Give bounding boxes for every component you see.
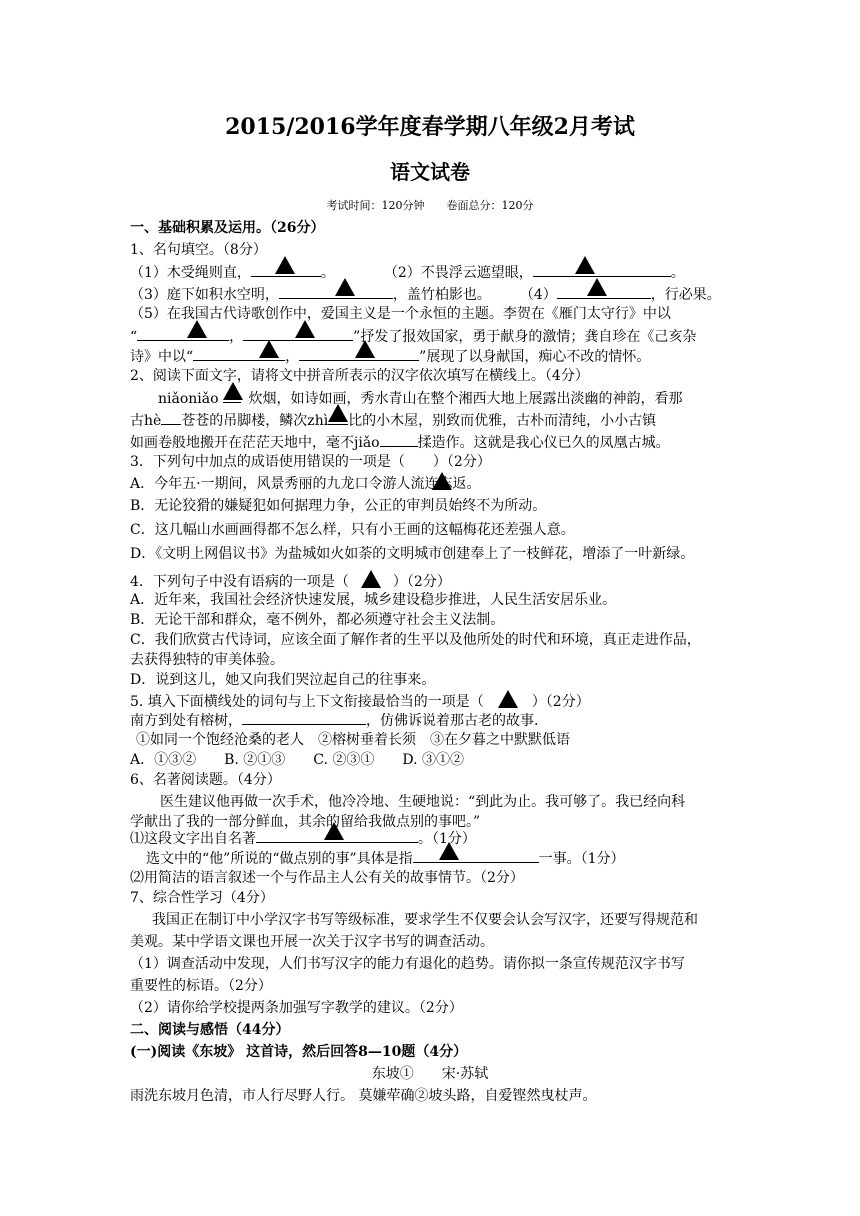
q1-b-blank[interactable]	[533, 262, 671, 277]
q3-title: 3．下列句中加点的成语使用错误的一项是（ ）（2分）	[130, 454, 491, 470]
triangle-marker-icon	[432, 472, 452, 490]
triangle-marker-icon	[259, 340, 279, 358]
q1-f-end: ”抒发了报效国家，勇于献身的激情；龚自珍在《己亥杂	[353, 329, 697, 345]
q6-title: 6、名著阅读题。（4分）	[130, 772, 281, 788]
q2-text-4: 揉造作。这就是我心仪已久的凤凰古城。	[417, 435, 670, 451]
q2-line-3	[130, 432, 670, 453]
q2-blank-4[interactable]	[380, 432, 418, 447]
exam-title: 2015/2016学年度春学期八年级2月考试	[225, 114, 635, 140]
q1-line-2	[130, 284, 721, 305]
q1-b-end: 。	[670, 265, 685, 281]
q2-title: 2、阅读下面文字，请将文中拼音所表示的汉字依次填写在横线上。（4分）	[130, 368, 589, 384]
q6-passage-1: 医生建议他再做一次手术，他冷冷地、生硬地说：“到此为止。我可够了。我已经向科	[160, 794, 686, 810]
triangle-marker-icon	[361, 570, 381, 588]
q1-a-blank[interactable]	[251, 262, 321, 277]
q5-title-text: 5. 填入下面横线处的词句与上下文衔接最恰当的一项是（	[130, 694, 484, 710]
q5-title-score: ）（2分）	[531, 694, 590, 710]
q6-blank-2[interactable]	[413, 848, 539, 863]
q4-option-d: D．说到这儿，她又向我们哭泣起自己的往事来。	[130, 672, 436, 688]
q2-pinyin-2: 古hè	[130, 413, 162, 429]
q1-c-end: ，盖竹柏影也。	[392, 287, 491, 303]
q1-f-blank-1[interactable]	[137, 326, 229, 341]
q4-title-text: 4．下列句子中没有语病的一项是（	[130, 574, 349, 590]
q2-blank-3[interactable]	[328, 410, 348, 425]
q5-options: A．①③② B. ②①③ C. ②③① D. ③①②	[130, 752, 465, 768]
q5-line-1	[130, 710, 538, 731]
q1-line-3: （5）在我国古代诗歌创作中，爱国主义是一个永恒的主题。李贺在《雁门太守行》中以	[130, 306, 671, 322]
q2-line-1	[158, 388, 683, 409]
q5-text-b: ，仿佛诉说着那古老的故事.	[366, 713, 539, 729]
q1-a-text: （1）木受绳则直，	[130, 265, 251, 281]
q1-d-text: （4）	[519, 287, 557, 303]
q1-a-end: 。	[320, 265, 335, 281]
q1-c-text: （3）庭下如积水空明，	[130, 287, 279, 303]
q4-title	[130, 570, 451, 592]
q6-sub-1b-end: 一事。（1分）	[538, 851, 625, 867]
q7-title: 7、综合性学习（4分）	[130, 890, 274, 906]
q7-sub-1b: 重要性的标语。（2分）	[130, 978, 272, 994]
q2-line-2	[130, 410, 656, 431]
q1-g-start: 诗》中以“	[130, 349, 194, 365]
poem-line: 雨洗东坡月色清，市人行尽野人行。 莫嫌荦确②坡头路，自爱铿然曳杖声。	[130, 1088, 597, 1104]
section-2-heading: 二、阅读与感悟（44分）	[130, 1022, 290, 1038]
triangle-marker-icon	[575, 256, 595, 274]
poem-title: 东坡① 宋·苏轼	[371, 1066, 489, 1082]
q1-g-blank-2[interactable]	[299, 346, 419, 361]
triangle-marker-icon	[187, 320, 207, 338]
q3-option-d: D．《文明上网倡议书》为盐城如火如荼的文明城市创建奉上了一枝鲜花，增添了一叶新绿。	[130, 546, 695, 562]
triangle-marker-icon	[223, 382, 243, 400]
q4-title-score: ）（2分）	[392, 574, 451, 590]
q2-blank-2[interactable]	[161, 410, 181, 425]
q7-passage-1: 我国正在制订中小学汉字书写等级标准，要求学生不仅要会认会写汉字，还要写得规范和	[152, 912, 698, 928]
q3-option-b: B．无论狡猾的嫌疑犯如何据理力争，公正的审判员始终不为所动。	[130, 498, 547, 514]
triangle-marker-icon	[335, 278, 355, 296]
q4-option-c-2: 去获得独特的审美体验。	[130, 652, 284, 668]
q6-sub-2: ⑵用简洁的语言叙述一个与作品主人公有关的故事情节。（2分）	[130, 870, 524, 886]
exam-subtitle: 语文试卷	[390, 160, 470, 184]
q1-c-blank[interactable]	[279, 284, 393, 299]
triangle-marker-icon	[355, 340, 375, 358]
q2-text-3: 比的小木屋，别致而优雅，古朴而清纯，小小古镇	[348, 413, 657, 429]
q4-option-a: A．近年来，我国社会经济快速发展，城乡建设稳步推进，人民生活安居乐业。	[130, 592, 617, 608]
q6-sub-1b	[146, 848, 625, 869]
triangle-marker-icon	[328, 404, 348, 422]
triangle-marker-icon	[587, 278, 607, 296]
q1-line-4	[130, 326, 696, 347]
q1-line-5	[130, 346, 650, 367]
q2-pinyin-4: 如画卷般地搬开在茫茫天地中，毫不jiǎo	[130, 435, 380, 451]
q6-passage-2: 学献出了我的一部分鲜血，其余的留给我做点别的事吧。”	[130, 814, 481, 830]
q6-sub-1-end: 。（1分）	[418, 831, 476, 847]
open-quote: “	[130, 329, 138, 345]
triangle-marker-icon	[324, 822, 344, 840]
q1-b-text: （2）不畏浮云遮望眼，	[383, 265, 533, 281]
section-2-sub-1: (一)阅读《东坡》 这首诗，然后回答8—10题（4分）	[130, 1044, 468, 1060]
q4-option-c-1: C．我们欣赏古代诗词，应该全面了解作者的生平以及他所处的时代和环境，真正走进作品，	[130, 632, 701, 648]
q1-d-end: ，行必果。	[650, 287, 721, 303]
q2-pinyin-1: niǎoniǎo	[158, 391, 219, 407]
q6-blank-1[interactable]	[256, 828, 418, 843]
q1-f-blank-2[interactable]	[243, 326, 353, 341]
q5-text-a: 南方到处有榕树，	[130, 713, 242, 729]
q7-sub-2: （2）请你给学校提两条加强写字教学的建议。（2分）	[130, 1000, 463, 1016]
triangle-marker-icon	[275, 256, 295, 274]
q1-g-end: ”展现了以身献国，痴心不改的情怀。	[419, 349, 651, 365]
q2-blank-1[interactable]	[223, 388, 241, 403]
q5-title	[130, 690, 590, 712]
comma: ，	[285, 349, 300, 365]
q6-sub-1	[130, 828, 476, 849]
q2-text-2: 苍苍的吊脚楼，鳞次zhì	[181, 413, 329, 429]
exam-meta: 考试时间：120分钟 卷面总分：120分	[326, 199, 534, 212]
q7-passage-2: 美观。某中学语文课也开展一次关于汉字书写的调查活动。	[130, 934, 494, 950]
q1-g-blank-1[interactable]	[193, 346, 285, 361]
triangle-marker-icon	[439, 842, 459, 860]
triangle-marker-icon	[295, 320, 315, 338]
q7-sub-1a: （1）调查活动中发现，人们书写汉字的能力有退化的趋势。请你拟一条宣传规范汉字书写	[130, 956, 685, 972]
q5-blank[interactable]	[242, 710, 366, 725]
q6-sub-1b-text: 选文中的“他”所说的“做点别的事”具体是指	[146, 851, 413, 867]
q3-option-a: A．今年五·一期间，风景秀丽的九龙口令游人流连忘返。	[130, 476, 481, 492]
q3-option-c: C．这几幅山水画画得都不怎么样，只有小王画的这幅梅花还差强人意。	[130, 522, 575, 538]
q1-d-blank[interactable]	[557, 284, 651, 299]
section-1-heading: 一、基础积累及运用。（26分）	[130, 220, 325, 236]
q4-option-b: B．无论干部和群众，毫不例外，都必须遵守社会主义法制。	[130, 612, 505, 628]
triangle-marker-icon	[498, 690, 518, 708]
q5-line-2: ①如同一个饱经沧桑的老人 ②榕树垂着长须 ③在夕暮之中默默低语	[136, 732, 570, 748]
q2-text-1: 炊烟，如诗如画，秀水青山在整个湘西大地上展露出淡幽的神韵，看那	[248, 391, 683, 407]
q1-title: 1、名句填空。（8分）	[130, 242, 267, 258]
comma: ，	[229, 329, 244, 345]
q6-sub-1-text: ⑴这段文字出自名著	[130, 831, 256, 847]
